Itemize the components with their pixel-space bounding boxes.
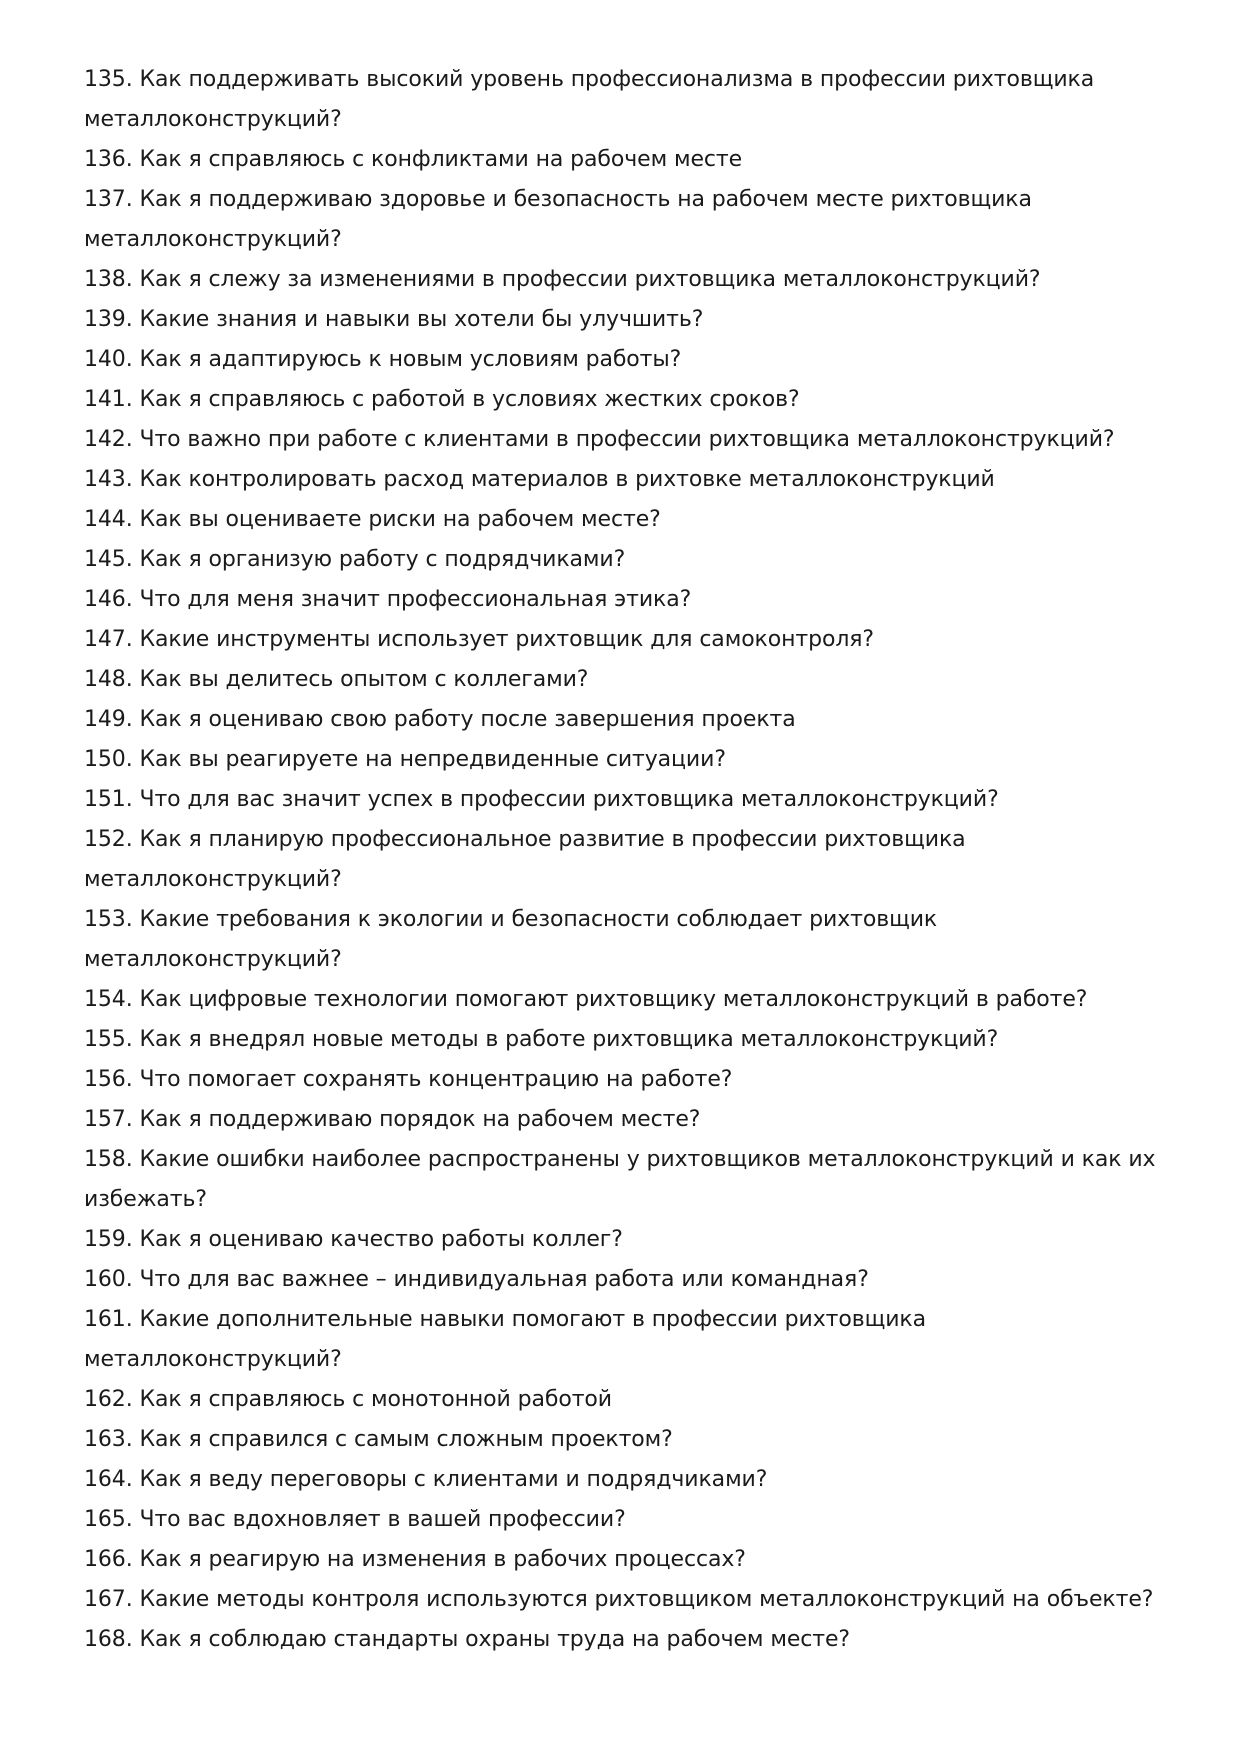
question-item: 146. Что для меня значит профессиональная этика? <box>84 587 692 612</box>
question-list <box>84 60 1159 1660</box>
question-item: 141. Как я справляюсь с работой в условиях жестких сроков? <box>84 387 800 412</box>
question-item: 165. Что вас вдохновляет в вашей профессии? <box>84 1507 626 1532</box>
question-item: 143. Как контролировать расход материалов в рихтовке металлоконструкций <box>84 467 995 492</box>
question-item: 135. Как поддерживать высокий уровень профессионализма в профессии рихтовщика металлоконструкций? <box>84 67 1095 132</box>
question-item: 157. Как я поддерживаю порядок на рабочем месте? <box>84 1107 701 1132</box>
question-item: 148. Как вы делитесь опытом с коллегами? <box>84 667 589 692</box>
question-item: 137. Как я поддерживаю здоровье и безопасность на рабочем месте рихтовщика металлоконструкций? <box>84 187 1032 252</box>
question-item: 162. Как я справляюсь с монотонной работой <box>84 1387 612 1412</box>
question-item: 145. Как я организую работу с подрядчиками? <box>84 547 626 572</box>
question-item: 166. Как я реагирую на изменения в рабочих процессах? <box>84 1547 746 1572</box>
question-item: 159. Как я оцениваю качество работы коллег? <box>84 1227 623 1252</box>
question-item: 140. Как я адаптируюсь к новым условиям работы? <box>84 347 682 372</box>
question-item: 153. Какие требования к экологии и безопасности соблюдает рихтовщик металлоконструкций? <box>84 907 938 972</box>
question-item: 149. Как я оцениваю свою работу после завершения проекта <box>84 707 796 732</box>
question-item: 161. Какие дополнительные навыки помогают в профессии рихтовщика металлоконструкций? <box>84 1307 926 1372</box>
question-item: 167. Какие методы контроля используются рихтовщиком металлоконструкций на объекте? <box>84 1587 1154 1612</box>
question-item: 147. Какие инструменты использует рихтовщик для самоконтроля? <box>84 627 874 652</box>
question-item: 150. Как вы реагируете на непредвиденные ситуации? <box>84 747 726 772</box>
question-item: 158. Какие ошибки наиболее распространены у рихтовщиков металлоконструкций и как их избежать? <box>84 1147 1156 1212</box>
question-item: 154. Как цифровые технологии помогают рихтовщику металлоконструкций в работе? <box>84 987 1088 1012</box>
question-item: 164. Как я веду переговоры с клиентами и подрядчиками? <box>84 1467 768 1492</box>
question-item: 138. Как я слежу за изменениями в профессии рихтовщика металлоконструкций? <box>84 267 1041 292</box>
question-item: 155. Как я внедрял новые методы в работе рихтовщика металлоконструкций? <box>84 1027 999 1052</box>
question-item: 144. Как вы оцениваете риски на рабочем месте? <box>84 507 661 532</box>
question-item: 139. Какие знания и навыки вы хотели бы улучшить? <box>84 307 704 332</box>
question-item: 142. Что важно при работе с клиентами в профессии рихтовщика металлоконструкций? <box>84 427 1115 452</box>
question-item: 136. Как я справляюсь с конфликтами на рабочем месте <box>84 147 743 172</box>
question-item: 163. Как я справился с самым сложным проектом? <box>84 1427 673 1452</box>
question-item: 156. Что помогает сохранять концентрацию на работе? <box>84 1067 733 1092</box>
question-item: 152. Как я планирую профессиональное развитие в профессии рихтовщика металлоконструкций? <box>84 827 966 892</box>
question-item: 160. Что для вас важнее – индивидуальная работа или командная? <box>84 1267 869 1292</box>
question-item: 151. Что для вас значит успех в профессии рихтовщика металлоконструкций? <box>84 787 999 812</box>
question-item: 168. Как я соблюдаю стандарты охраны труда на рабочем месте? <box>84 1627 850 1652</box>
